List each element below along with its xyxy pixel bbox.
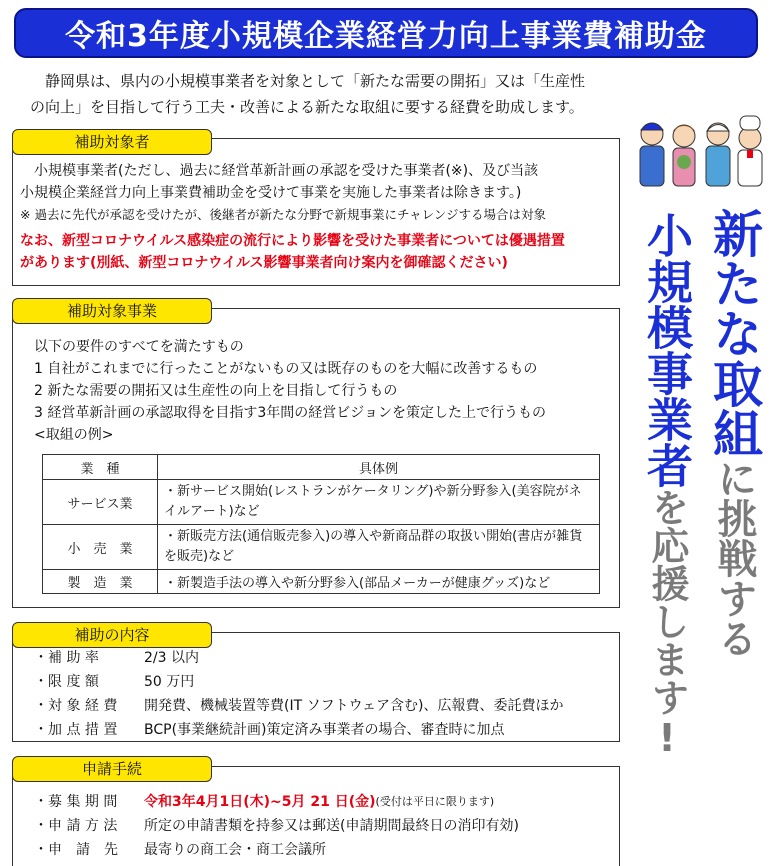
apply-value: 最寄りの商工会・商工会議所: [144, 842, 326, 858]
apply-key: ・申 請 先: [34, 842, 118, 858]
content-value: 2/3 以内: [144, 650, 199, 666]
workers-illustration: [634, 112, 766, 192]
slogan-column-right: [706, 208, 762, 658]
content-body: [34, 646, 564, 742]
apply-tag: 申請手続: [12, 756, 212, 782]
slogan-ni: に: [711, 458, 757, 498]
projects-item-1: 1 自社がこれまでに行ったことがないもの又は既存のものを大幅に改善するもの: [34, 361, 538, 377]
eligible-red-2: があります(別紙、新型コロナウイルス影響事業者向け案内を御確認ください): [20, 255, 508, 271]
slogan-column-left: [640, 212, 694, 760]
eligible-note: ※ 過去に先代が承認を受けたが、後継者が新たな分野で新規事業にチャレンジする場合は対象: [20, 207, 546, 222]
content-key: ・加 点 措 置: [34, 722, 118, 738]
eligible-line-1: 小規模事業者(ただし、過去に経営革新計画の承認を受けた事業者(※)、及び当該: [34, 163, 539, 179]
content-row: [34, 670, 564, 694]
farmer-icon: [672, 125, 696, 186]
intro-text: [30, 68, 630, 120]
eligible-tag: 補助対象者: [12, 129, 212, 155]
apply-key: ・募 集 期 間: [34, 794, 118, 810]
chef-icon: [738, 116, 762, 186]
table-cell-example: ・新製造手法の導入や新分野参入(部品メーカーが健康グッズ)など: [158, 570, 600, 594]
intro-line-1: 静岡県は、県内の小規模事業者を対象として「新たな需要の開拓」又は「生産性: [45, 72, 586, 90]
content-key: ・補 助 率: [34, 650, 99, 666]
projects-body: [34, 336, 546, 446]
table-cell-industry: 製 造 業: [43, 570, 158, 594]
apply-body: [34, 790, 519, 862]
examples-table: [42, 454, 600, 594]
slogan-support: を応援します!: [645, 488, 689, 760]
content-tag: 補助の内容: [12, 622, 212, 648]
apply-value: 所定の申請書類を持参又は郵送(申請期間最終日の消印有効): [144, 818, 519, 834]
slogan-torikumi: 取組: [705, 358, 763, 458]
content-row: [34, 694, 564, 718]
table-cell-industry: サービス業: [43, 480, 158, 525]
eligible-red-1: なお、新型コロナウイルス感染症の流行により影響を受けた事業者については優遇措置: [20, 233, 565, 249]
content-row: [34, 718, 564, 742]
slogan-new: 新たな: [705, 208, 763, 358]
table-header-industry: 業 種: [43, 455, 158, 480]
content-key: ・対 象 経 費: [34, 698, 118, 714]
content-value: BCP(事業継続計画)策定済み事業者の場合、審査時に加点: [144, 722, 505, 738]
apply-key: ・申 請 方 法: [34, 818, 118, 834]
slogan-challenge: 挑戦する: [711, 498, 757, 658]
eligible-body: [20, 160, 565, 274]
projects-lead: 以下の要件のすべてを満たすもの: [34, 339, 244, 355]
projects-item-2: 2 新たな需要の開拓又は生産性の向上を目指して行うもの: [34, 383, 398, 399]
table-header-row: [43, 455, 600, 480]
table-row: [43, 570, 600, 594]
projects-tag: 補助対象事業: [12, 298, 212, 324]
eligible-line-2: 小規模企業経営力向上事業費補助金を受けて事業を実施した事業者は除きます。): [20, 185, 522, 201]
projects-item-3: 3 経営革新計画の承認取得を目指す3年間の経営ビジョンを策定した上で行うもの: [34, 405, 546, 421]
content-key: ・限 度 額: [34, 674, 99, 690]
table-cell-example: ・新サービス開始(レストランがケータリング)や新分野参入(美容院がネイルアート)など: [158, 480, 600, 525]
title-banner: [14, 8, 758, 58]
apply-row: [34, 814, 519, 838]
page-title: 令和3年度小規模企業経営力向上事業費補助金: [65, 19, 707, 54]
table-cell-industry: 小 売 業: [43, 525, 158, 570]
table-cell-example: ・新販売方法(通信販売参入)の導入や新商品群の取扱い開始(書店が雑貨を販売)など: [158, 525, 600, 570]
content-value: 50 万円: [144, 674, 195, 690]
apply-row: [34, 838, 519, 862]
apply-suffix: (受付は平日に限ります): [375, 795, 495, 808]
apply-row: [34, 790, 519, 814]
content-value: 開発費、機械装置等費(IT ソフトウェア含む)、広報費、委託費ほか: [144, 698, 564, 714]
intro-line-2: の向上」を目指して行う工夫・改善による新たな取組に要する経費を助成します。: [30, 98, 584, 116]
engineer-icon: [706, 123, 730, 186]
worker-icon: [640, 123, 664, 186]
apply-value: 令和3年4月1日(木)~5月 21 日(金): [144, 794, 376, 810]
slogan-small-business: 小規模事業者: [640, 212, 694, 488]
table-row: [43, 525, 600, 570]
content-row: [34, 646, 564, 670]
examples-label: <取組の例>: [34, 427, 114, 443]
table-row: [43, 480, 600, 525]
table-header-example: 具体例: [158, 455, 600, 480]
